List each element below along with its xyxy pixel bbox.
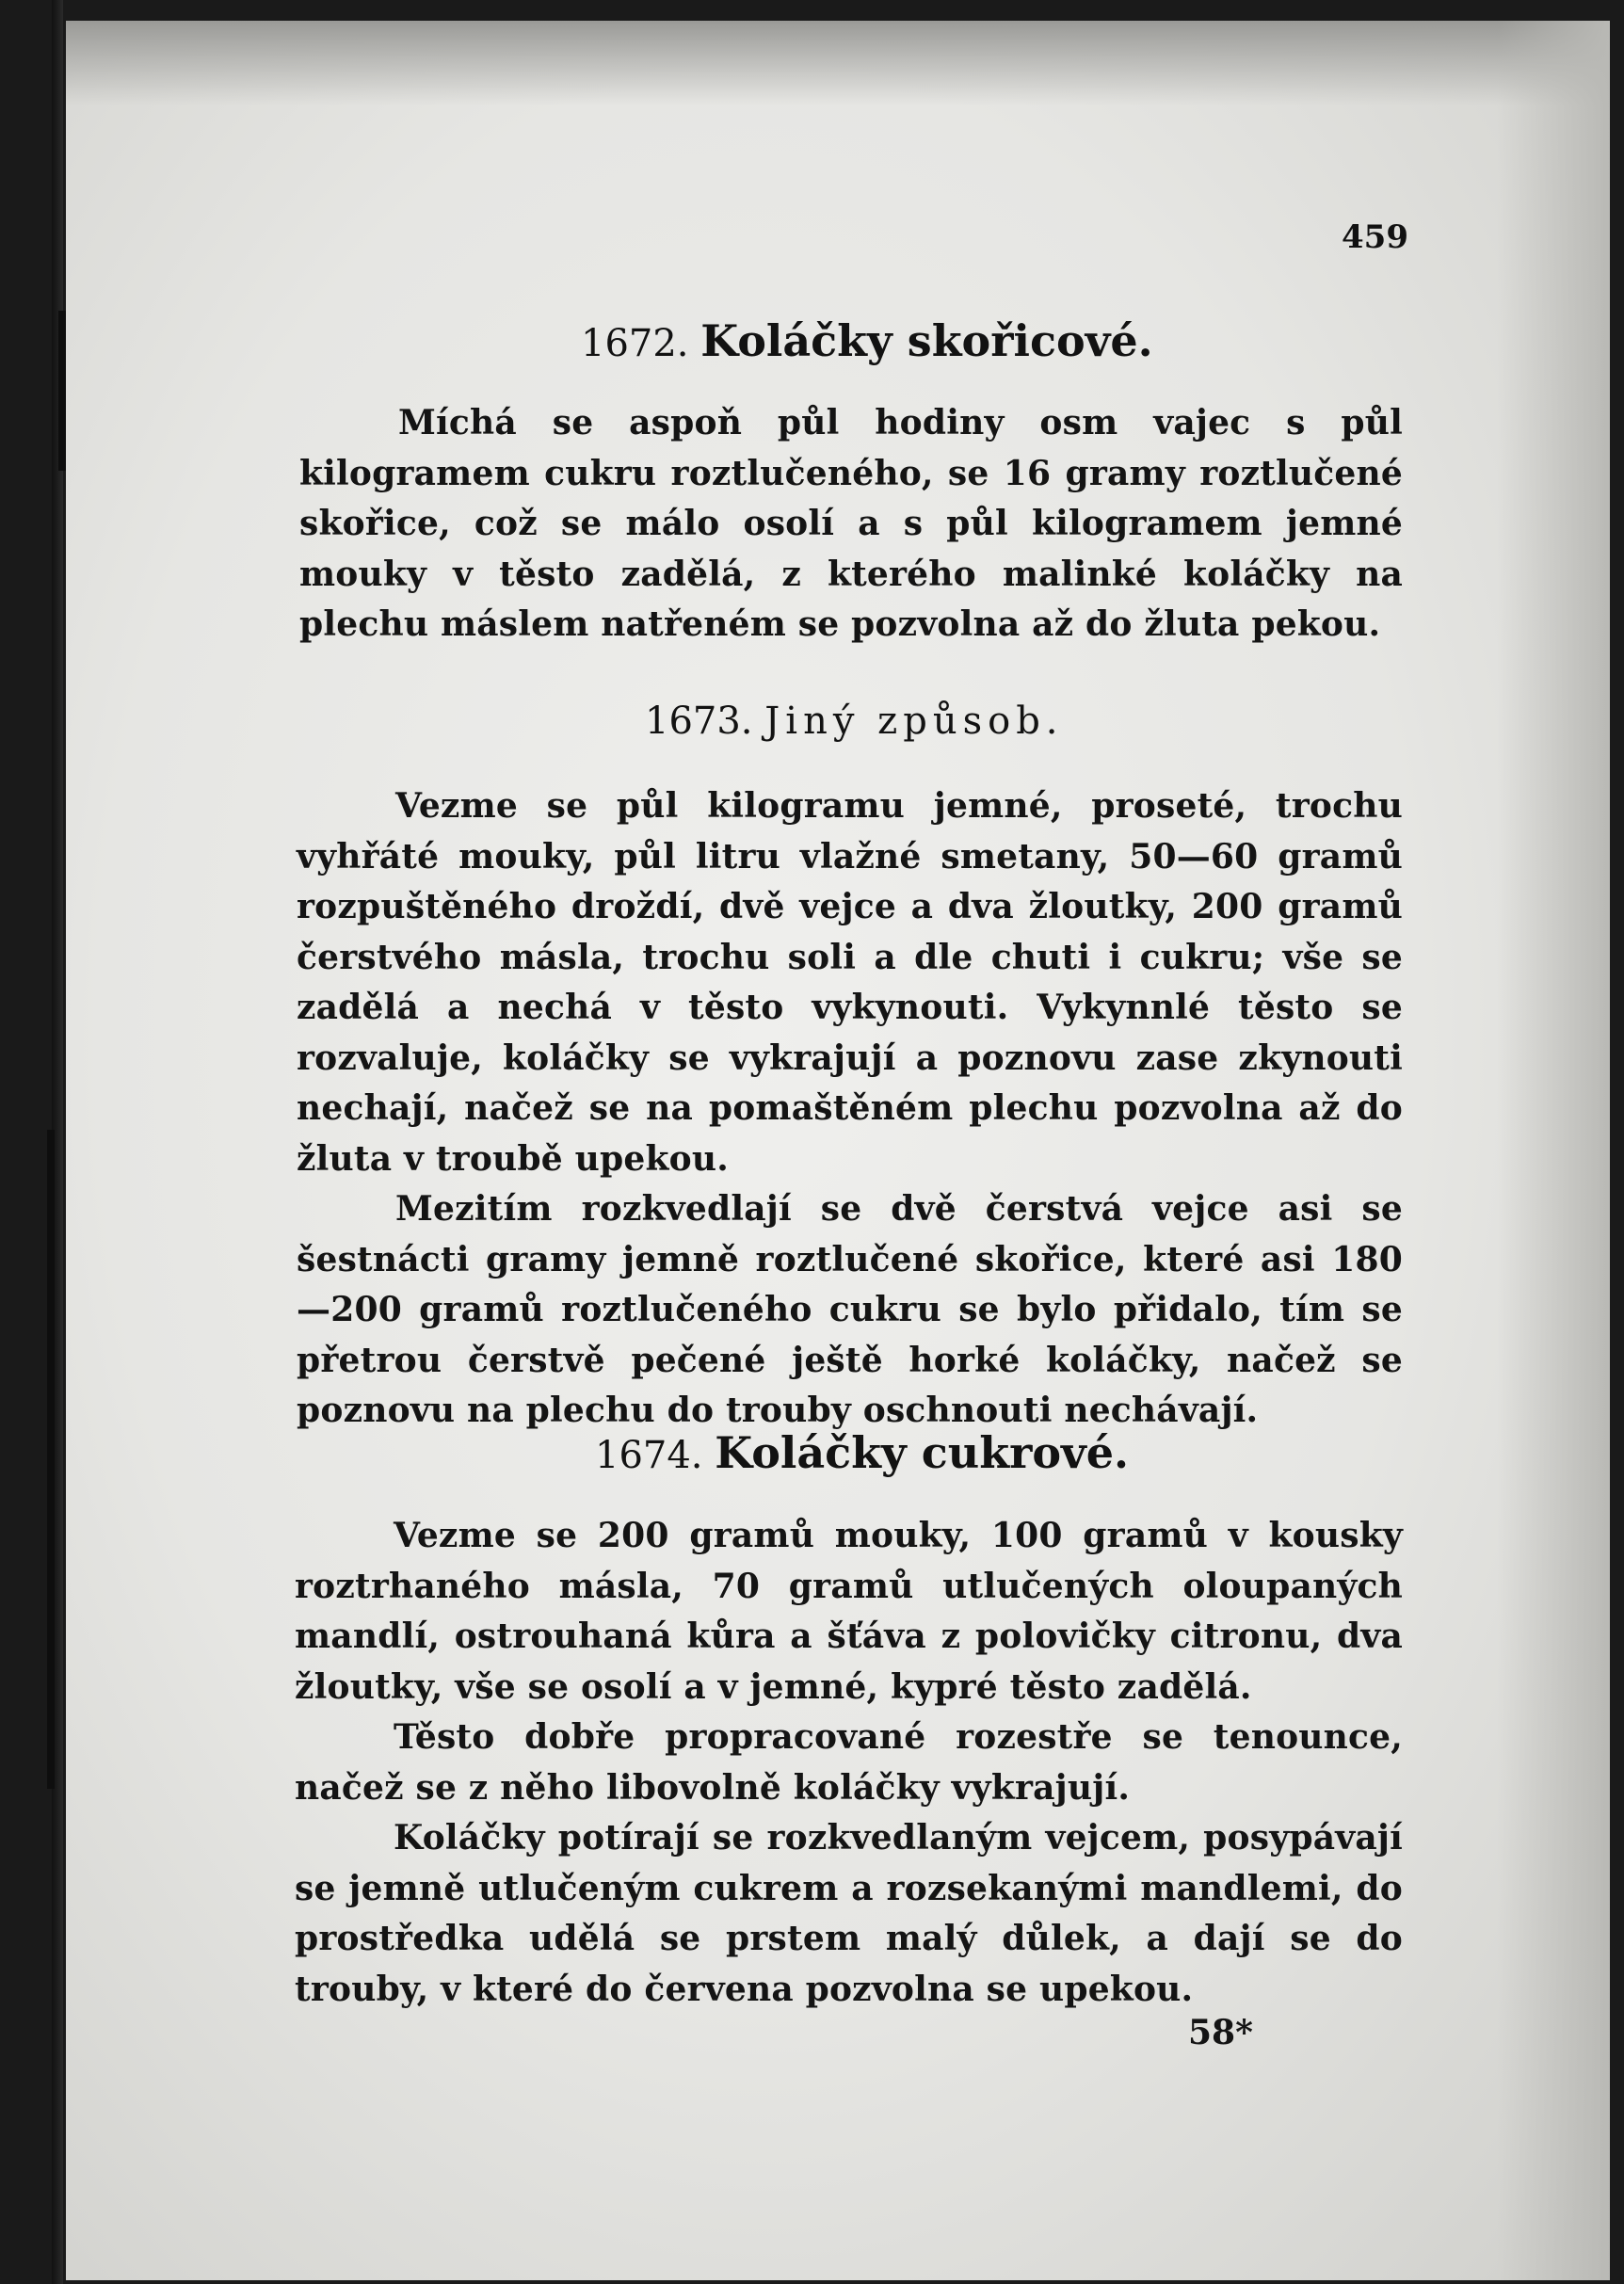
binding-shadow-mark xyxy=(47,1130,55,1789)
recipe-body xyxy=(295,1511,1403,2015)
recipe-number: 1674. xyxy=(595,1434,703,1477)
recipe-title: Jiný způsob. xyxy=(764,700,1064,743)
signature-mark: 58* xyxy=(1188,2013,1253,2052)
binding-shadow-mark xyxy=(58,311,66,471)
paragraph: Vezme se půl kilogramu jemné, proseté, trochu vyhřáté mouky, půl litru vlažné smetany, 50—60 gramů rozpuštěného droždí, dvě vejce a dva žloutky, 200 gramů čerstvého másla, trochu soli a dle chuti i cukru; vše se zadělá a nechá v těsto vykynouti. Vykynnlé těsto se rozvaluje, koláčky se vykrajují a poznovu zase zkynouti nechají, načež se na pomaštěném plechu pozvolna až do žluta v troubě upekou. xyxy=(297,786,1403,1179)
recipe-heading xyxy=(581,317,1153,367)
paragraph: Mezitím rozkvedlají se dvě čerstvá vejce asi se šestnácti gramy jemně roztlučené skořice, které asi 180—200 gramů roztlučeného cukru se bylo přidalo, tím se přetrou čerstvě pečené ještě horké koláčky, načež se poznovu na plechu do trouby oschnouti nechávají. xyxy=(297,1189,1403,1430)
paragraph: Míchá se aspoň půl hodiny osm vajec s půl kilogramem cukru roztlučeného, se 16 gramy roztlučené skořice, což se málo osolí a s půl kilogramem jemné mouky v těsto zadělá, z kterého malinké koláčky na plechu máslem natřeném se pozvolna až do žluta pekou. xyxy=(299,403,1403,644)
recipe-title: Koláčky cukrové. xyxy=(715,1427,1130,1478)
recipe-body xyxy=(297,781,1403,1437)
recipe-heading xyxy=(645,698,1064,745)
recipe-heading xyxy=(595,1429,1129,1479)
recipe-number: 1673. xyxy=(645,700,753,743)
paragraph: Těsto dobře propracované rozestře se tenounce, načež se z něho libovolně koláčky vykrajují. xyxy=(295,1717,1403,1808)
recipe-title: Koláčky skořicové. xyxy=(700,315,1153,366)
paragraph: Vezme se 200 gramů mouky, 100 gramů v kousky roztrhaného másla, 70 gramů utlučených oloupaných mandlí, ostrouhaná kůra a šťáva z polovičky citronu, dva žloutky, vše se osolí a v jemné, kypré těsto zadělá. xyxy=(295,1516,1403,1707)
page-number: 459 xyxy=(1342,218,1408,256)
paragraph: Koláčky potírají se rozkvedlaným vejcem, posypávají se jemně utlučeným cukrem a rozsekanými mandlemi, do prostředka udělá se prstem malý důlek, a dají se do trouby, v které do červena pozvolna se upekou. xyxy=(295,1818,1403,2009)
recipe-body xyxy=(299,398,1403,651)
recipe-number: 1672. xyxy=(581,322,689,365)
